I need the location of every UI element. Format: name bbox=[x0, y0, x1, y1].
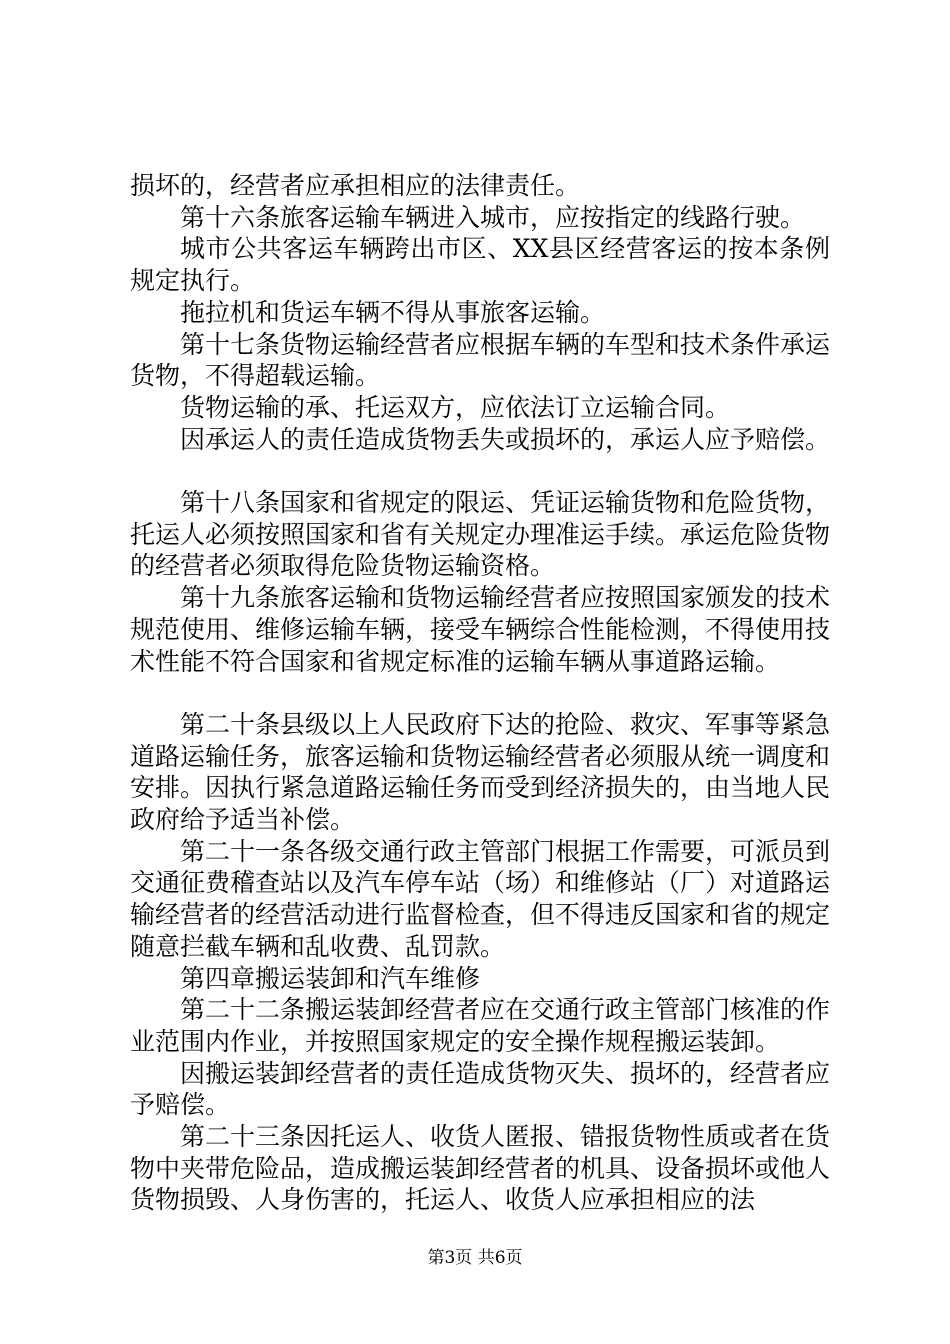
paragraph-article-22: 第二十二条搬运装卸经营者应在交通行政主管部门核准的作业范围内作业，并按照国家规定的安全操作规程搬运装卸。 bbox=[130, 995, 831, 1056]
paragraph-continuation: 损坏的，经营者应承担相应的法律责任。 bbox=[130, 171, 581, 200]
paragraph-article-16: 第十六条旅客运输车辆进入城市，应按指定的线路行驶。 bbox=[180, 202, 806, 232]
paragraph-article-17: 第十七条货物运输经营者应根据车辆的车型和技术条件承运货物，不得超载运输。 bbox=[130, 329, 831, 391]
paragraph-article-20: 第二十条县级以上人民政府下达的抢险、救灾、军事等紧急道路运输任务，旅客运输和货物运输经营者必须服从统一调度和安排。因执行紧急道路运输任务而受到经济损失的，由当地人民政府给予适当补偿。 bbox=[130, 709, 831, 835]
paragraph-article-19: 第十九条旅客运输和货物运输经营者应按照国家颁发的技术规范使用、维修运输车辆，接受车辆综合性能检测，不得使用技术性能不符合国家和省规定标准的运输车辆从事道路运输。 bbox=[130, 583, 831, 676]
page-number-footer: 第3页 共6页 bbox=[427, 1248, 523, 1268]
paragraph-spacer bbox=[130, 677, 830, 709]
paragraph-city-bus: 城市公共客运车辆跨出市区、XX县区经营客运的按本条例规定执行。 bbox=[130, 234, 830, 296]
paragraph-article-23: 第二十三条因托运人、收货人匿报、错报货物性质或者在货物中夹带危险品，造成搬运装卸经营者的机具、设备损坏或他人货物损毁、人身伤害的，托运人、收货人应承担相应的法 bbox=[130, 1122, 831, 1215]
paragraph-spacer bbox=[130, 455, 830, 487]
paragraph-compensation: 因承运人的责任造成货物丢失或损坏的，承运人应予赔偿。 bbox=[180, 424, 831, 454]
chapter-heading: 第四章搬运装卸和汽车维修 bbox=[180, 963, 481, 993]
paragraph-article-18: 第十八条国家和省规定的限运、凭证运输货物和危险货物，托运人必须按照国家和省有关规定办理准运手续。承运危险货物的经营者必须取得危险货物运输资格。 bbox=[130, 488, 831, 581]
paragraph-article-21: 第二十一条各级交通行政主管部门根据工作需要，可派员到交通征费稽查站以及汽车停车站（场）和维修站（厂）对道路运输经营者的经营活动进行监督检查，但不得违反国家和省的规定随意拦截车辆和乱收费、乱罚款。 bbox=[130, 836, 831, 961]
document-body bbox=[130, 170, 830, 1216]
paragraph-contract: 货物运输的承、托运双方，应依法订立运输合同。 bbox=[180, 392, 731, 422]
paragraph-tractor: 拖拉机和货运车辆不得从事旅客运输。 bbox=[180, 297, 606, 327]
paragraph-loading-compensation: 因搬运装卸经营者的责任造成货物灭失、损坏的，经营者应予赔偿。 bbox=[130, 1058, 831, 1120]
